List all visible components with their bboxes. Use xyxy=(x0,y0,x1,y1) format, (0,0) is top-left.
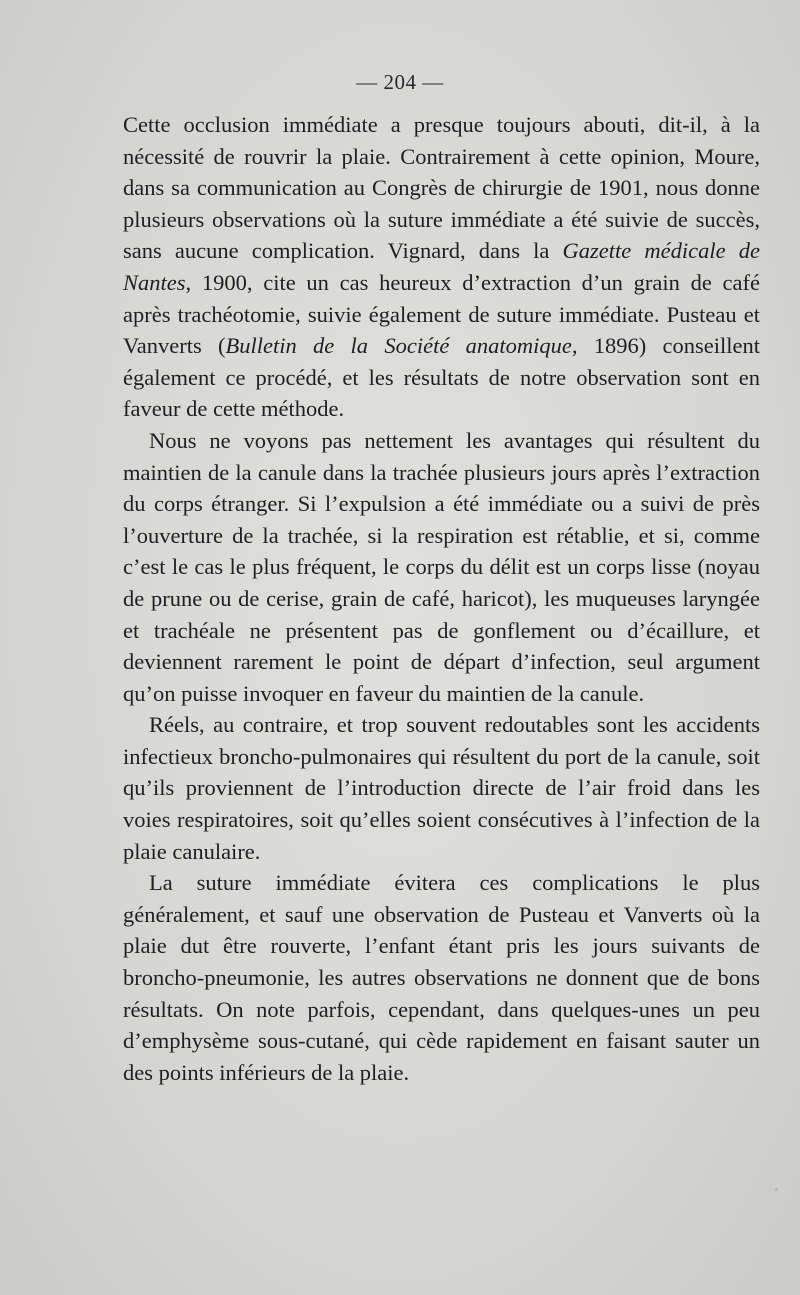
text-run: Réels, au contraire, et trop souvent redoutables sont les accidents infectieux broncho-pulmonaires qui résultent du port de la canule, soit qu’ils proviennent de l’introduction directe de l’air froid dans les voies respiratoires, soit qu’elles soient consécutives à l’infection de la plaie canulaire. xyxy=(123,712,760,864)
text-run: 1900, cite un cas heureux d’extraction d’un grain de café après trachéotomie, suivie également de suture immédiate. Pusteau et Vanverts ( xyxy=(123,269,760,359)
italic-citation: Gazette médicale de Nantes, xyxy=(123,238,760,295)
page-body xyxy=(123,109,760,1088)
italic-citation: Bulletin de la Société anatomique, xyxy=(225,333,578,359)
text-run: 1896) conseillent également ce procédé, et les résultats de notre observation sont en faveur de cette méthode. xyxy=(123,333,760,422)
paragraph xyxy=(123,709,760,867)
paragraph xyxy=(123,109,760,425)
page-number: — 204 — xyxy=(356,70,444,94)
paragraph xyxy=(123,425,760,709)
text-run: La suture immédiate évitera ces complications le plus généralement, et sauf une observation de Pusteau et Vanverts où la plaie dut être rouverte, l’enfant étant pris les jours suivants de broncho-pneumonie, les autres observations ne donnent que de bons résultats. On note parfois, cependant, dans quelques-unes un peu d’emphysème sous-cutané, qui cède rapidement en faisant sauter un des points inférieurs de la plaie. xyxy=(123,870,760,1085)
paragraph xyxy=(123,867,760,1088)
text-run: Cette occlusion immédiate a presque toujours abouti, dit-il, à la nécessité de rouvrir la plaie. Contrairement à cette opinion, Moure, dans sa communication au Congrès de chirurgie de 1901, nous donne plusieurs observations où la suture immédiate a été suivie de succès, sans aucune complication. Vignard, dans la xyxy=(123,112,760,264)
text-run: Nous ne voyons pas nettement les avantages qui résultent du maintien de la canule dans la trachée plusieurs jours après l’extraction du corps étranger. Si l’expulsion a été immédiate ou a suivi de près l’ouverture de la trachée, si la respiration est rétablie, et si, comme c’est le cas le plus fréquent, le corps du délit est un corps lisse (noyau de prune ou de cerise, grain de café, haricot), les muqueuses laryngée et trachéale ne présentent pas de gonflement ou d’écaillure, et deviennent rarement le point de départ d’infection, seul argument qu’on puisse invoquer en faveur du maintien de la canule. xyxy=(123,427,760,706)
paper-speck xyxy=(775,1188,778,1191)
